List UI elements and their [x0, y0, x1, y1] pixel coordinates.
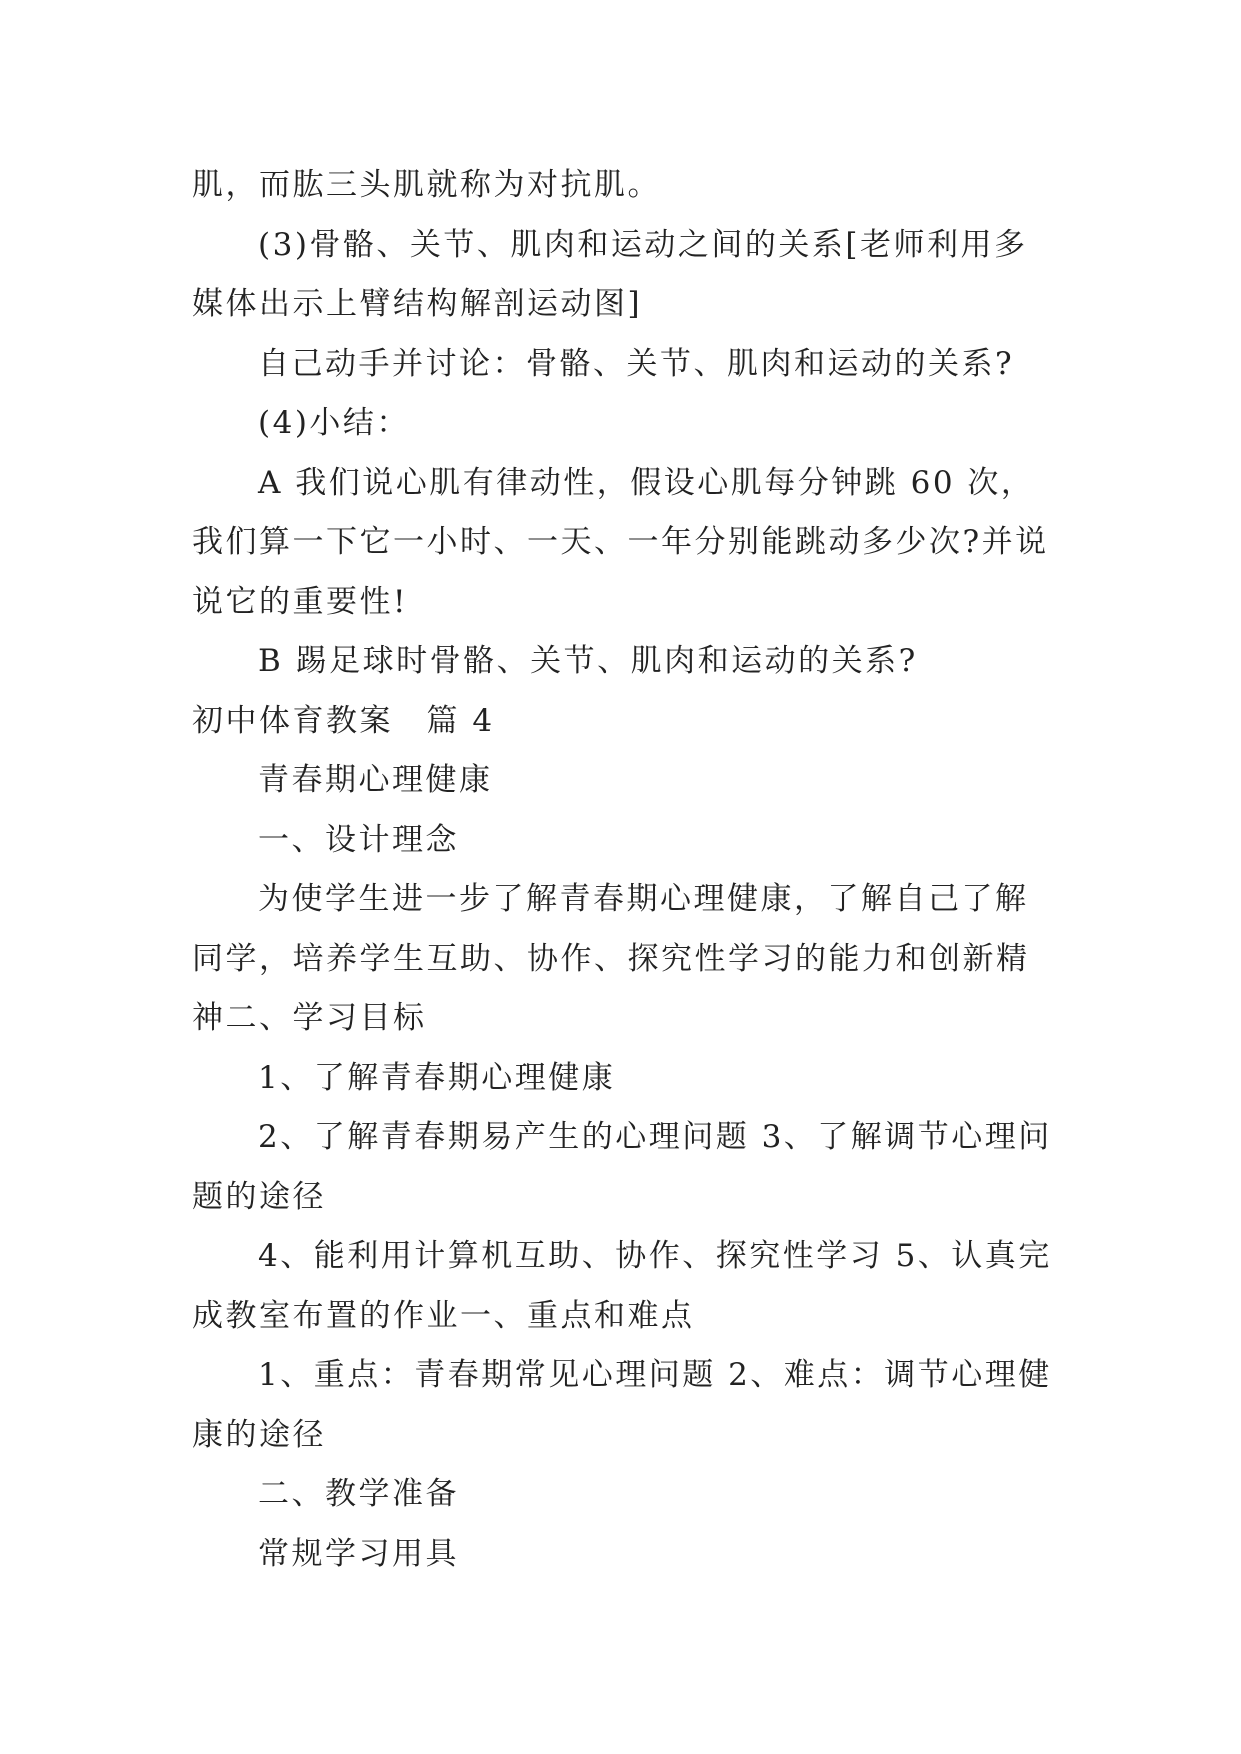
- paragraph-discussion: 自己动手并讨论：骨骼、关节、肌肉和运动的关系?: [258, 345, 1015, 382]
- key-points: 1、重点：青春期常见心理问题 2、难点：调节心理健康的途径: [192, 1357, 1052, 1453]
- paragraph-summary-a: A 我们说心肌有律动性，假设心肌每分钟跳 60 次，我们算一下它一小时、一天、一年分别能跳动多少次?并说说它的重要性!: [192, 464, 1049, 620]
- section-heading: 初中体育教案 篇 4: [192, 702, 495, 739]
- paragraph-summary-b: B 踢足球时骨骼、关节、肌肉和运动的关系?: [258, 643, 918, 679]
- paragraph-item-4: (4)小结：: [258, 405, 410, 441]
- lesson-title: 青春期心理健康: [258, 762, 493, 798]
- document-body: [192, 156, 1052, 1584]
- heading-design-concept: 一、设计理念: [258, 821, 459, 858]
- paragraph-preparation: 常规学习用具: [258, 1535, 459, 1572]
- paragraph-continuation: 肌，而肱三头肌就称为对抗肌。: [192, 167, 661, 203]
- goal-item-1: 1、了解青春期心理健康: [258, 1059, 616, 1096]
- paragraph-item-3: (3)骨骼、关节、肌肉和运动之间的关系[老师利用多媒体出示上臂结构解剖运动图]: [192, 226, 1028, 322]
- goal-item-2-3: 2、了解青春期易产生的心理问题 3、了解调节心理问题的途径: [192, 1119, 1052, 1215]
- heading-preparation: 二、教学准备: [258, 1476, 459, 1512]
- goal-item-4-5: 4、能利用计算机互助、协作、探究性学习 5、认真完成教室布置的作业一、重点和难点: [192, 1238, 1052, 1334]
- paragraph-design-concept: 为使学生进一步了解青春期心理健康，了解自己了解同学，培养学生互助、协作、探究性学习的能力和创新精神二、学习目标: [192, 881, 1030, 1036]
